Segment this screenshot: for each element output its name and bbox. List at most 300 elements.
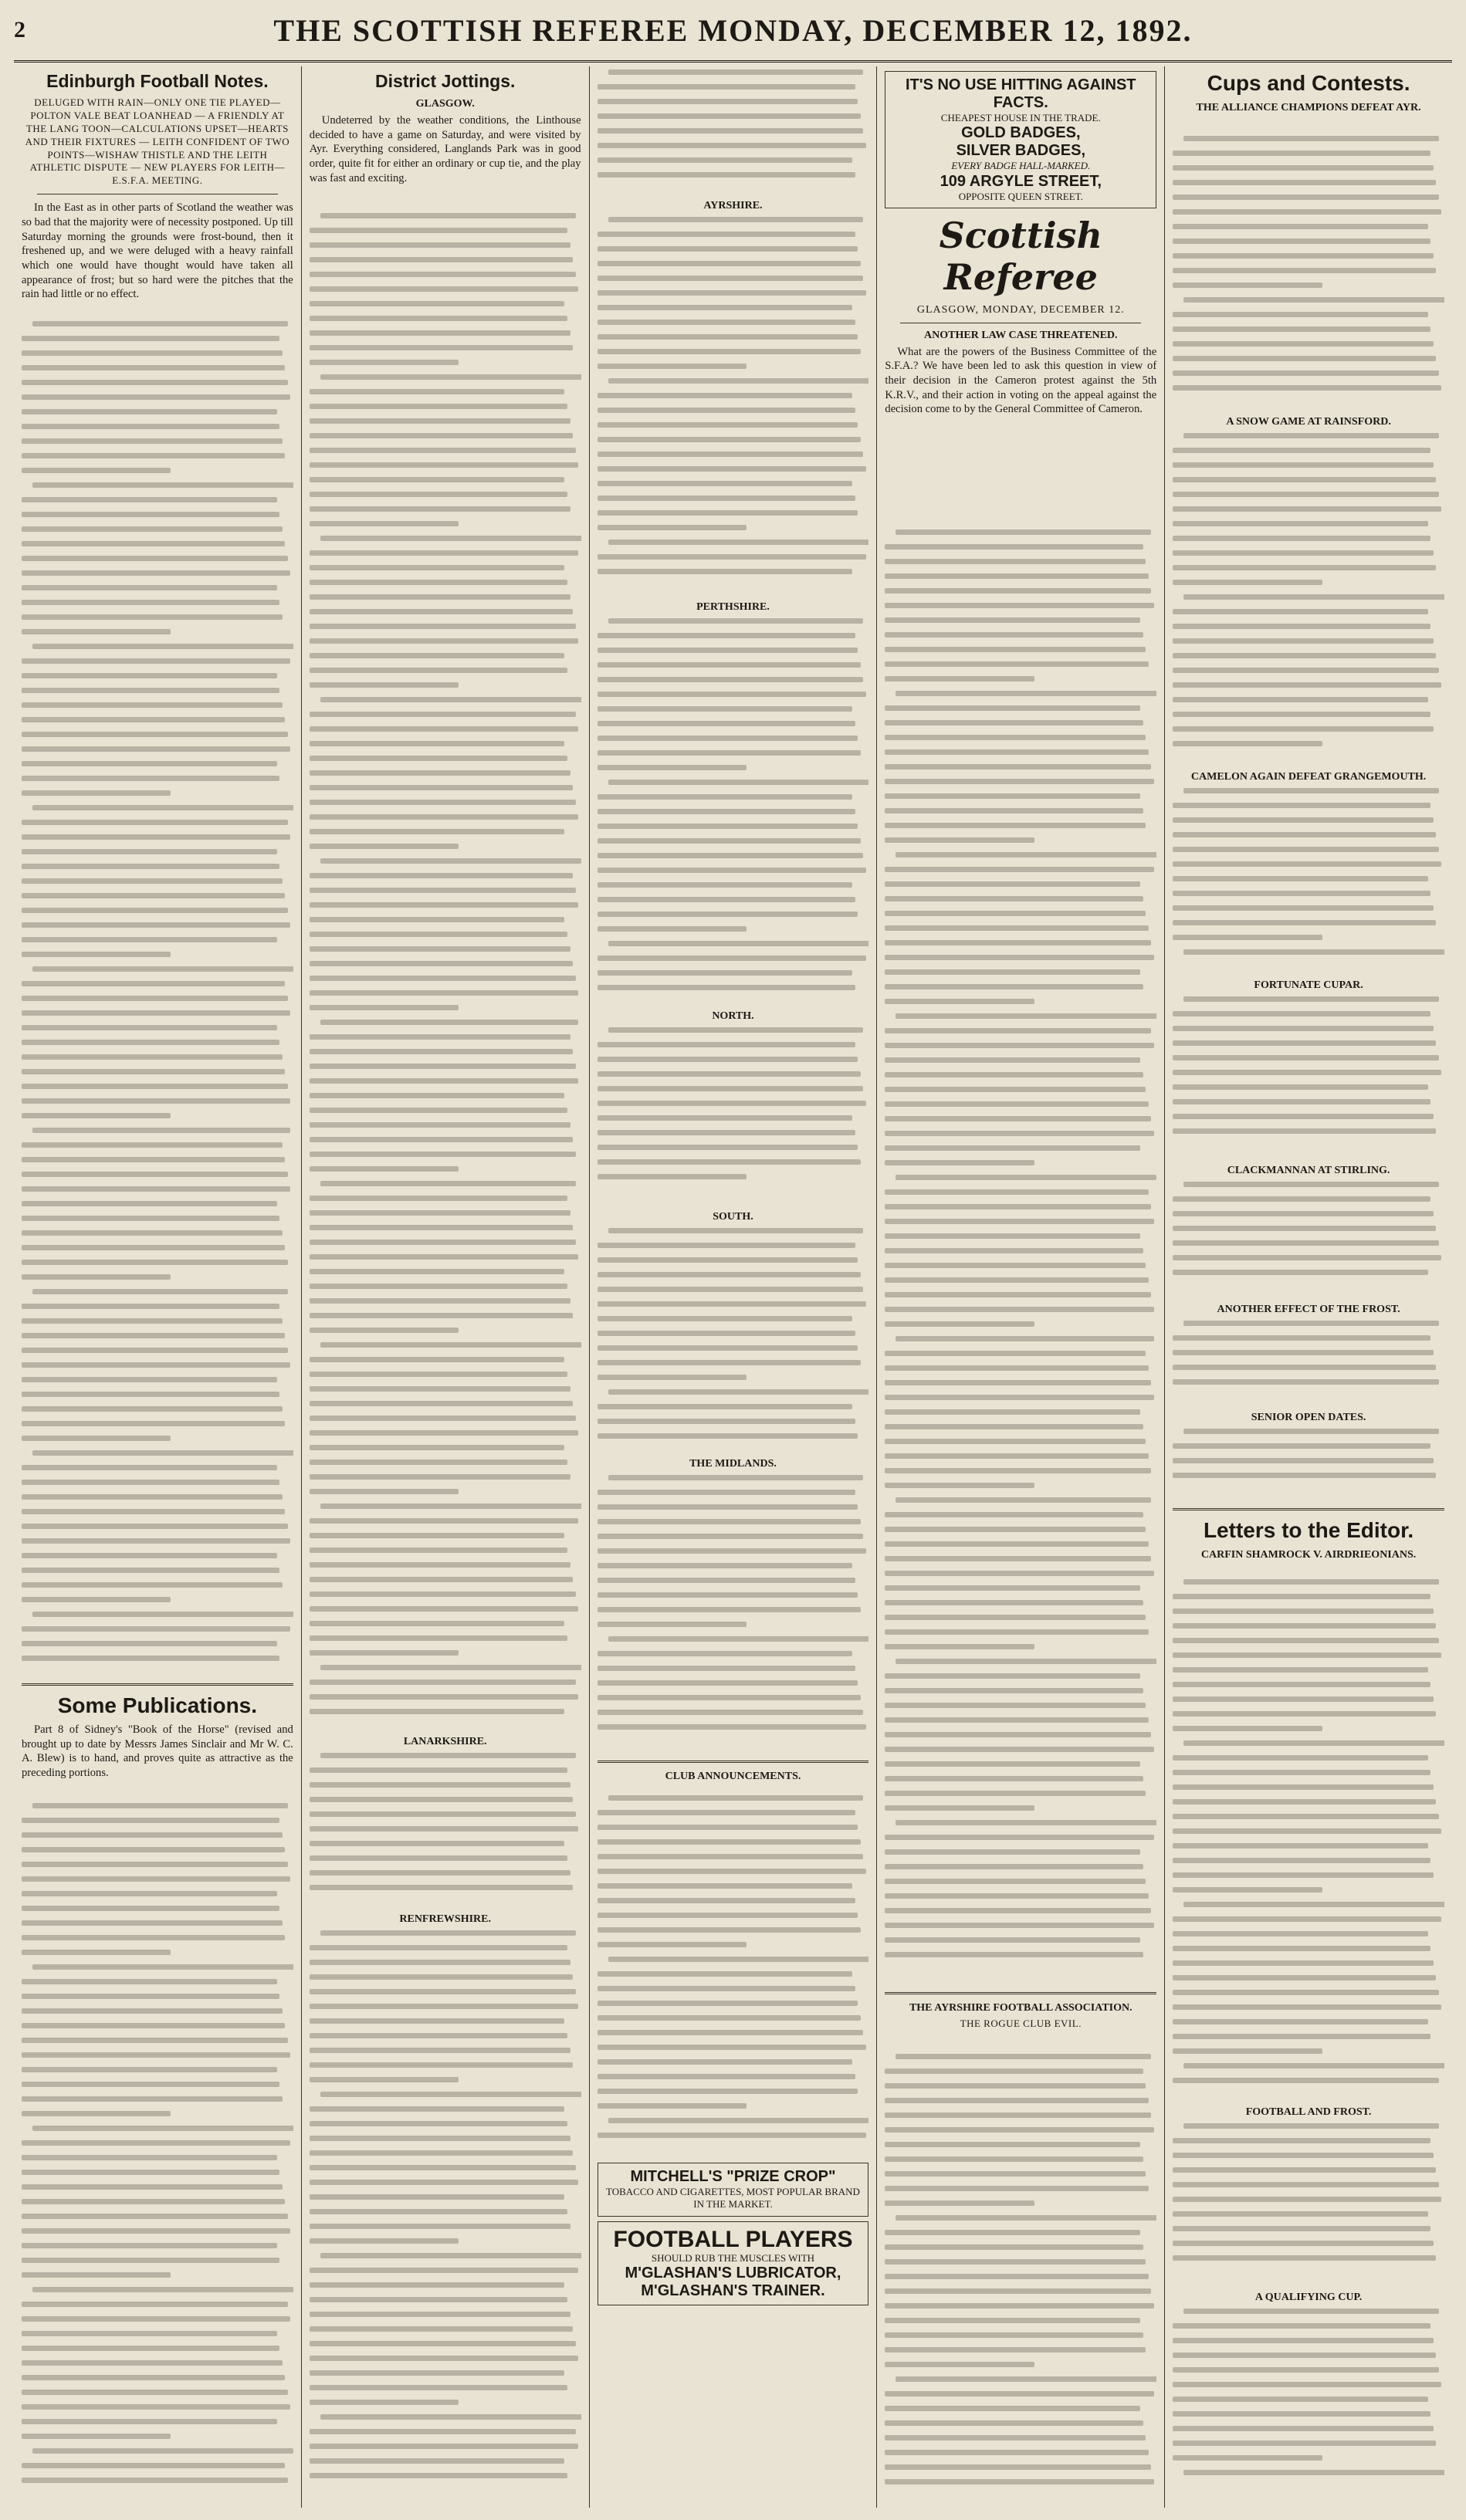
text-line xyxy=(310,2400,459,2405)
every-badge-line: EVERY BADGE HALL-MARKED. xyxy=(951,160,1091,172)
text-line xyxy=(1173,1594,1430,1599)
text-line xyxy=(885,999,1034,1004)
text-line xyxy=(598,765,747,770)
text-line xyxy=(885,793,1140,799)
publications-heading: Some Publications. xyxy=(57,1693,258,1717)
text-line xyxy=(885,1307,1153,1312)
text-line xyxy=(22,1025,277,1030)
text-line xyxy=(598,349,861,354)
text-line xyxy=(598,1680,858,1686)
text-line xyxy=(598,510,858,516)
text-line xyxy=(598,662,861,668)
text-line xyxy=(598,1519,861,1524)
text-line xyxy=(22,585,277,590)
text-line xyxy=(885,735,1146,740)
text-line xyxy=(598,1622,747,1627)
text-line xyxy=(885,1101,1148,1107)
text-line xyxy=(310,1460,567,1465)
text-line xyxy=(896,852,1156,857)
text-line xyxy=(310,2224,570,2229)
text-line xyxy=(896,1336,1153,1341)
badges-address-1: 109 ARGYLE STREET, xyxy=(940,172,1102,190)
text-line xyxy=(310,1474,570,1480)
text-line xyxy=(598,113,861,119)
text-line xyxy=(310,961,573,966)
text-line xyxy=(1173,1931,1428,1937)
text-line xyxy=(1173,726,1434,732)
text-line xyxy=(896,1013,1156,1019)
text-line xyxy=(885,1116,1151,1121)
section-midlands: THE MIDLANDS. xyxy=(689,1458,777,1470)
text-line xyxy=(22,1084,288,1089)
column-5 xyxy=(1165,66,1452,2508)
text-line xyxy=(22,1568,279,1573)
text-line xyxy=(320,536,581,541)
text-line xyxy=(22,2404,290,2410)
text-line xyxy=(320,1753,576,1758)
text-line xyxy=(1173,891,1430,896)
text-line xyxy=(1183,136,1439,141)
text-line xyxy=(32,1289,288,1294)
section-north: NORTH. xyxy=(712,1010,754,1022)
text-line xyxy=(310,389,565,394)
text-line xyxy=(598,1057,858,1062)
text-line xyxy=(598,452,864,457)
text-line xyxy=(608,780,869,785)
text-line xyxy=(598,1086,864,1091)
text-line xyxy=(896,529,1151,535)
rogue-club-subhead: THE ROGUE CLUB EVIL. xyxy=(960,2018,1082,2029)
text-line xyxy=(320,1665,581,1670)
badges-advert xyxy=(885,71,1156,208)
text-line xyxy=(1173,876,1428,881)
perthshire-text xyxy=(598,618,869,1000)
newspaper-title: THE SCOTTISH REFEREE MONDAY, DECEMBER 12, 1892. xyxy=(273,12,1193,48)
text-line xyxy=(885,1087,1146,1092)
text-line xyxy=(310,1093,565,1098)
text-line xyxy=(1173,847,1439,852)
text-line xyxy=(598,677,864,682)
letter-3-text xyxy=(1173,2309,1444,2498)
text-line xyxy=(598,1287,864,1292)
text-line xyxy=(310,1974,573,1980)
text-line xyxy=(310,286,578,292)
text-line xyxy=(598,853,864,858)
text-line xyxy=(896,2215,1156,2221)
text-line xyxy=(1173,1799,1436,1805)
text-line xyxy=(22,1274,171,1280)
text-line xyxy=(310,2150,573,2156)
text-line xyxy=(885,1937,1140,1943)
text-line xyxy=(22,937,277,942)
text-line xyxy=(608,941,869,946)
text-line xyxy=(598,956,866,961)
text-line xyxy=(310,770,570,776)
lubricator-name: M'GLASHAN'S LUBRICATOR, xyxy=(625,2264,841,2282)
text-line xyxy=(310,1797,573,1802)
text-line xyxy=(598,1810,855,1815)
text-line xyxy=(1173,1084,1428,1090)
text-line xyxy=(885,1204,1151,1209)
text-line xyxy=(885,1703,1146,1708)
text-line xyxy=(608,217,864,222)
text-line xyxy=(1173,1070,1441,1075)
text-line xyxy=(22,776,279,781)
text-line xyxy=(598,2001,858,2006)
text-line xyxy=(22,2346,279,2351)
text-line xyxy=(22,1157,285,1162)
text-line xyxy=(22,981,285,986)
text-line xyxy=(310,1650,459,1656)
text-line xyxy=(22,952,171,957)
text-line xyxy=(22,2052,290,2058)
text-line xyxy=(310,330,570,336)
text-line xyxy=(320,1181,576,1186)
text-line xyxy=(22,350,283,356)
text-line xyxy=(885,1028,1151,1033)
text-line xyxy=(310,1108,567,1113)
text-line xyxy=(598,305,853,310)
text-line xyxy=(1173,282,1322,288)
text-line xyxy=(598,1504,858,1510)
text-line xyxy=(1183,1182,1439,1187)
text-line xyxy=(598,1534,864,1539)
text-line xyxy=(885,2098,1148,2103)
text-line xyxy=(1173,1026,1434,1031)
text-line xyxy=(22,761,277,766)
text-line xyxy=(885,1879,1146,1884)
text-line xyxy=(598,1404,853,1409)
text-line xyxy=(885,955,1153,960)
club-announcements-text xyxy=(598,1795,869,2150)
text-line xyxy=(32,966,293,972)
text-line xyxy=(22,1392,279,1397)
text-line xyxy=(598,276,864,281)
text-line xyxy=(32,2448,293,2454)
text-line xyxy=(310,1679,576,1685)
text-line xyxy=(598,1145,858,1150)
text-line xyxy=(885,881,1140,887)
text-line xyxy=(598,809,855,814)
text-line xyxy=(22,2375,285,2380)
text-line xyxy=(598,320,855,325)
text-line xyxy=(885,1791,1146,1796)
text-line xyxy=(598,1130,855,1135)
text-line xyxy=(22,1054,283,1060)
text-line xyxy=(310,1709,565,1714)
text-line xyxy=(310,1430,578,1436)
text-line xyxy=(1173,2241,1434,2246)
renfrewshire-text xyxy=(310,1930,581,2498)
text-line xyxy=(1173,1843,1428,1849)
text-line xyxy=(1173,1608,1434,1614)
cups-text-3 xyxy=(1173,788,1444,969)
text-line xyxy=(22,1656,279,1661)
text-line xyxy=(1173,565,1436,570)
text-line xyxy=(885,1233,1140,1239)
text-line xyxy=(310,1562,570,1568)
text-line xyxy=(22,790,171,796)
text-line xyxy=(310,1621,565,1626)
text-line xyxy=(885,1263,1146,1268)
text-line xyxy=(1173,492,1439,497)
text-line xyxy=(885,2230,1140,2235)
text-line xyxy=(310,1577,573,1582)
text-line xyxy=(1173,1211,1434,1216)
text-line xyxy=(1173,817,1434,823)
text-line xyxy=(598,1898,855,1903)
column-3 xyxy=(590,66,878,2508)
text-line xyxy=(1173,803,1430,808)
text-line xyxy=(598,554,866,560)
text-line xyxy=(598,143,866,148)
edinburgh-article-text xyxy=(22,321,293,1672)
section-lanarkshire: LANARKSHIRE. xyxy=(403,1736,487,1747)
text-line xyxy=(608,1957,869,1962)
text-line xyxy=(1173,1055,1439,1060)
text-line xyxy=(310,1372,567,1377)
text-line xyxy=(598,408,855,413)
cups-sub-7: SENIOR OPEN DATES. xyxy=(1251,1412,1366,1423)
text-line xyxy=(885,2259,1146,2265)
text-line xyxy=(598,912,858,917)
text-line xyxy=(598,569,853,574)
text-line xyxy=(22,1406,283,1412)
text-line xyxy=(598,525,747,530)
text-line xyxy=(1173,521,1428,526)
text-line xyxy=(22,1201,277,1206)
text-line xyxy=(1183,1902,1444,1907)
text-line xyxy=(22,864,279,869)
text-line xyxy=(310,2077,459,2082)
text-line xyxy=(320,1342,581,1348)
text-line xyxy=(1173,1226,1436,1231)
text-line xyxy=(22,2390,288,2395)
text-line xyxy=(22,2419,277,2424)
text-line xyxy=(885,1673,1140,1679)
prize-crop-headline: MITCHELL'S "PRIZE CROP" xyxy=(630,2168,836,2185)
text-line xyxy=(310,902,578,908)
text-line xyxy=(32,321,288,326)
text-line xyxy=(608,2118,869,2123)
text-line xyxy=(598,2133,866,2138)
text-line xyxy=(310,1445,565,1450)
midlands-text xyxy=(598,1475,869,1749)
text-line xyxy=(885,2186,1148,2191)
text-line xyxy=(1173,1887,1322,1893)
text-line xyxy=(885,2200,1034,2206)
text-line xyxy=(885,676,1034,682)
lanarkshire-text xyxy=(310,1753,581,1903)
text-line xyxy=(22,1906,279,1911)
text-line xyxy=(598,2089,858,2094)
text-line xyxy=(310,829,565,834)
text-line xyxy=(22,2463,285,2468)
text-line xyxy=(22,893,285,898)
text-line xyxy=(598,1331,855,1336)
text-line xyxy=(310,888,576,893)
text-line xyxy=(1183,2470,1444,2475)
text-line xyxy=(22,1935,285,1940)
text-line xyxy=(310,2018,565,2024)
text-line xyxy=(22,541,285,546)
text-line xyxy=(885,1923,1153,1928)
text-line xyxy=(310,1328,459,1333)
text-line xyxy=(310,1855,567,1861)
text-line xyxy=(22,1494,283,1500)
text-line xyxy=(310,712,576,717)
text-line xyxy=(1173,1667,1428,1673)
text-line xyxy=(1173,2167,1436,2173)
text-line xyxy=(885,1571,1153,1576)
text-line xyxy=(22,908,288,913)
text-line xyxy=(320,374,581,380)
text-line xyxy=(885,2347,1146,2353)
text-line xyxy=(310,506,570,512)
text-line xyxy=(598,2045,866,2050)
text-line xyxy=(310,2121,567,2126)
text-line xyxy=(320,858,581,864)
text-line xyxy=(885,896,1143,901)
text-line xyxy=(896,2054,1151,2059)
text-line xyxy=(598,481,853,486)
text-line xyxy=(1173,180,1436,185)
text-line xyxy=(310,990,578,996)
text-line xyxy=(1173,2426,1434,2431)
text-line xyxy=(598,364,747,369)
text-line xyxy=(598,172,855,178)
text-line xyxy=(885,1688,1143,1693)
text-line xyxy=(1173,1975,1436,1980)
text-line xyxy=(598,1419,855,1424)
text-line xyxy=(310,976,576,981)
text-line xyxy=(310,1034,570,1040)
text-line xyxy=(1173,1270,1428,1275)
text-line xyxy=(1173,268,1436,273)
text-line xyxy=(22,2302,288,2307)
text-line xyxy=(1173,356,1436,361)
text-line xyxy=(22,849,277,854)
text-line xyxy=(310,1416,576,1421)
text-line xyxy=(310,2282,565,2288)
text-line xyxy=(22,2140,290,2146)
prize-crop-advert xyxy=(598,2163,869,2217)
text-line xyxy=(1173,1946,1430,1951)
text-line xyxy=(22,1876,290,1882)
text-line xyxy=(1173,2367,1439,2373)
text-line xyxy=(608,1636,869,1642)
section-renfrewshire: RENFREWSHIRE. xyxy=(399,1913,492,1925)
text-line xyxy=(1173,1114,1434,1119)
text-line xyxy=(310,2312,570,2317)
cups-text-1 xyxy=(1173,136,1444,406)
text-line xyxy=(22,1304,279,1309)
text-line xyxy=(310,1225,573,1230)
text-line xyxy=(22,2434,171,2439)
text-line xyxy=(598,1563,853,1568)
text-line xyxy=(598,1825,858,1830)
text-line xyxy=(310,2209,567,2214)
scottish-referee-nameplate: Scottish Referee xyxy=(939,214,1102,298)
text-line xyxy=(598,648,858,653)
football-players-headline: FOOTBALL PLAYERS xyxy=(613,2226,853,2252)
text-line xyxy=(22,1230,283,1236)
text-line xyxy=(22,2243,277,2248)
text-line xyxy=(598,1243,855,1248)
letter-1-text xyxy=(1173,1579,1444,2096)
text-line xyxy=(885,764,1151,770)
text-line xyxy=(22,570,290,576)
text-line xyxy=(22,497,277,502)
text-line xyxy=(1173,2048,1322,2054)
text-line xyxy=(1173,1099,1430,1104)
text-line xyxy=(598,838,861,844)
text-line xyxy=(885,1248,1143,1253)
text-line xyxy=(310,1064,576,1069)
text-line xyxy=(22,453,285,458)
text-line xyxy=(1173,1623,1436,1629)
text-line xyxy=(22,600,279,605)
text-line xyxy=(885,808,1143,814)
text-line xyxy=(885,2303,1153,2309)
text-line xyxy=(598,1042,855,1047)
text-line xyxy=(608,1475,864,1480)
text-line xyxy=(310,1284,567,1289)
text-line xyxy=(22,717,285,722)
text-line xyxy=(885,1644,1034,1649)
text-line xyxy=(310,1782,570,1788)
text-line xyxy=(885,2156,1143,2162)
text-line xyxy=(896,691,1156,696)
text-line xyxy=(22,1113,171,1118)
letters-heading: Letters to the Editor. xyxy=(1203,1518,1414,1542)
text-line xyxy=(1173,2397,1428,2402)
text-line xyxy=(1173,326,1430,332)
text-line xyxy=(22,1641,277,1646)
text-line xyxy=(310,462,578,468)
cups-sub-1: THE ALLIANCE CHAMPIONS DEFEAT AYR. xyxy=(1196,102,1421,113)
text-line xyxy=(885,1072,1143,1077)
text-line xyxy=(1173,1682,1430,1687)
text-line xyxy=(598,926,747,932)
text-line xyxy=(1173,2197,1441,2202)
text-line xyxy=(22,1847,285,1852)
text-line xyxy=(1173,712,1430,717)
text-line xyxy=(310,448,576,453)
text-line xyxy=(1173,2211,1428,2217)
text-line xyxy=(598,1174,747,1179)
text-line xyxy=(885,2112,1151,2118)
text-line xyxy=(598,157,853,163)
text-line xyxy=(598,1942,747,1947)
text-line xyxy=(310,1166,459,1172)
edinburgh-notes-heading: Edinburgh Football Notes. xyxy=(46,71,269,91)
edinburgh-subheads: DELUGED WITH RAIN—ONLY ONE TIE PLAYED—POLTON VALE BEAT LOANHEAD — A FRIENDLY AT THE LANG TOON—CALCULATIONS UPSET—HEARTS AND THEIR FIXTURES — LEITH CONFIDENT OF TWO POINTS—WISHAW THISTLE AND THE LEITH ATHLETIC DISPUTE — NEW PLAYERS FOR LEITH—E.S.F.A. MEETING. xyxy=(25,96,290,187)
text-line xyxy=(885,2127,1153,2133)
text-line xyxy=(22,1582,283,1588)
text-line xyxy=(1173,1240,1439,1246)
text-line xyxy=(885,940,1151,945)
text-line xyxy=(22,1436,171,1441)
text-line xyxy=(598,1548,866,1554)
text-line xyxy=(1173,832,1436,837)
text-line xyxy=(310,2370,565,2376)
text-line xyxy=(1173,2455,1322,2461)
text-line xyxy=(1173,1828,1441,1834)
text-line xyxy=(22,2155,277,2160)
text-line xyxy=(22,1142,283,1148)
text-line xyxy=(1173,462,1434,468)
